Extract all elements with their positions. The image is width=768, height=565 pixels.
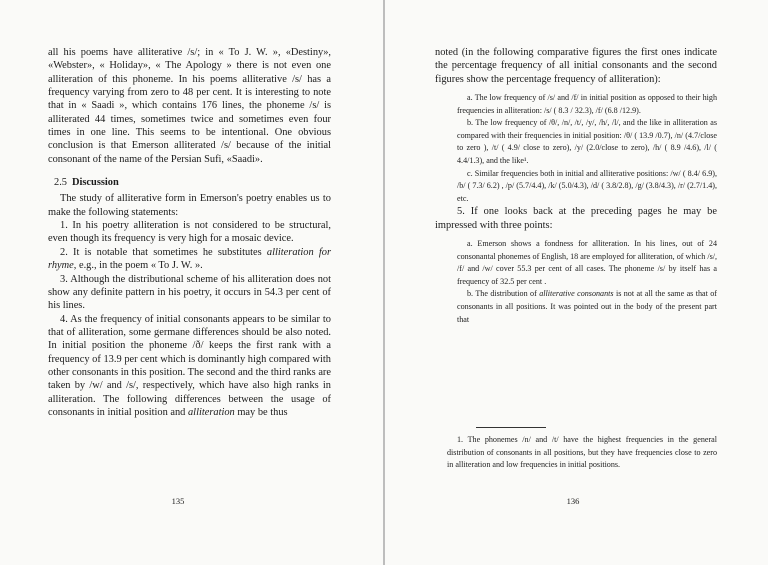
- left-page-body: [48, 46, 331, 419]
- comparison-b: b. The low frequency of /θ/, /n/, /t/, /y/, /h/, /l/, and the like in alliteration as compared with their frequencies in initial position: /θ/ ( 13.9 /0.7), /n/ (4.7/close to zero ), /t/ ( 4.9/ close to zero), /y/ (2.0/close to zero), /h/ ( 8.9 /4.6), /l/ ( 4.4/1.3), and the like¹.: [457, 118, 717, 165]
- statement-1: 1. In his poetry alliteration is not considered to be structural, even though its frequency is very high for a mosaic device.: [48, 220, 331, 245]
- comparison-a: a. The low frequency of /s/ and /f/ in initial position as opposed to their high frequencies in alliteration: /s/ ( 8.3 / 32.3), /f/ (6.8 /12.9).: [457, 93, 717, 115]
- statement-4-emphasis: alliteration: [187, 406, 235, 418]
- statement-2-text: 2. It is notable that sometimes he substitutes: [60, 246, 267, 258]
- statement-4-text: 4. As the frequency of initial consonants appears to be similar to that of alliteration, some germane differences should be also noted. In initial position the phoneme /ð/ keeps the first rank with a frequency of 13.9 per cent which is dominantly high compared with other consonants in this position. The second and the third ranks are taken by /w/ and /s/, respectively, which have also high ranks in alliteration. The following differences between the usage of consonants in initial position and: [48, 313, 331, 418]
- right-page-body: [435, 46, 717, 326]
- page-number-left: 135: [171, 496, 185, 506]
- comparison-list: [457, 92, 717, 205]
- left-page: [0, 0, 383, 565]
- section-number: 2.5: [54, 177, 67, 189]
- opening-paragraph: all his poems have alliterative /s/; in « To J. W. », «Destiny», «Webster», « Holiday», « The Apology » there is not even one alliteration of this phoneme. In his poems alliterative /s/ has a frequency varying from zero to 48 per cent. It is interesting to note that in « Saadi », which contains 176 lines, the phoneme /s/ is alliterated 44 times, sometimes twice and sometimes even four times in one line. This seems to be intentional. One obvious conclusion is that Emerson alliterated /s/ because of the initial consonant of the name of the Persian Sufi, «Saadi».: [48, 47, 331, 165]
- statement-2: [48, 246, 331, 273]
- point-a: a. Emerson shows a fondness for alliteration. In his lines, out of 24 consonantal phonemes of English, 18 are employed for alliteration, of which /s/, /f/ and /w/ cover 55.3 per cent of all cases. The phoneme /s/ by itself has a frequency of 32.5 per cent .: [457, 239, 717, 286]
- discussion-intro: The study of alliterative form in Emerson's poetry enables us to make the following statements:: [48, 193, 331, 218]
- comparison-c: c. Similar frequencies both in initial and alliterative positions: /w/ ( 8.4/ 6.9), /b/ ( 7.3/ 6.2) , /p/ (5.7/4.4), /k/ (5.0/4.3), /d/ ( 3.8/2.8), /g/ (3.8/4.3), /r/ (2.7/1.4), etc.: [457, 168, 717, 203]
- page-number-right: 136: [566, 496, 580, 506]
- footnote: 1. The phonemes /n/ and /t/ have the highest frequencies in the general distribution of consonants in all positions, but they have frequencies close to zero in alliteration and low frequencies in initial positions.: [447, 435, 717, 470]
- statement-5: 5. If one looks back at the preceding pages he may be impressed with three points:: [435, 206, 717, 231]
- section-heading: [54, 176, 331, 189]
- point-b-emphasis: alliterative consonants: [539, 289, 614, 299]
- continuation-paragraph: noted (in the following comparative figures the first ones indicate the percentage frequency of all initial consonants and the second figures show the percentage frequency of alliteration):: [435, 47, 717, 85]
- statement-2-emphasis: alliteration for rhyme: [48, 246, 331, 272]
- right-page: [385, 0, 768, 565]
- statement-3: 3. Although the distributional scheme of his alliteration does not show any definite pattern in his poetry, it occurs in 54.3 per cent of his lines.: [48, 273, 331, 312]
- point-b: [457, 288, 717, 326]
- point-b-text: b. The distribution of: [467, 289, 540, 299]
- point-b-text-end: is not at all the same as that of consonants in all positions. It was pointed out in the body of the present part that: [457, 289, 717, 324]
- statement-2-text-end: , e.g., in the poem « To J. W. ».: [73, 260, 203, 272]
- footnote-rule: [476, 427, 546, 428]
- statement-4-text-end: may be thus: [234, 406, 288, 418]
- statement-4: [48, 313, 331, 420]
- section-title: Discussion: [72, 177, 119, 189]
- three-points-list: [457, 238, 717, 326]
